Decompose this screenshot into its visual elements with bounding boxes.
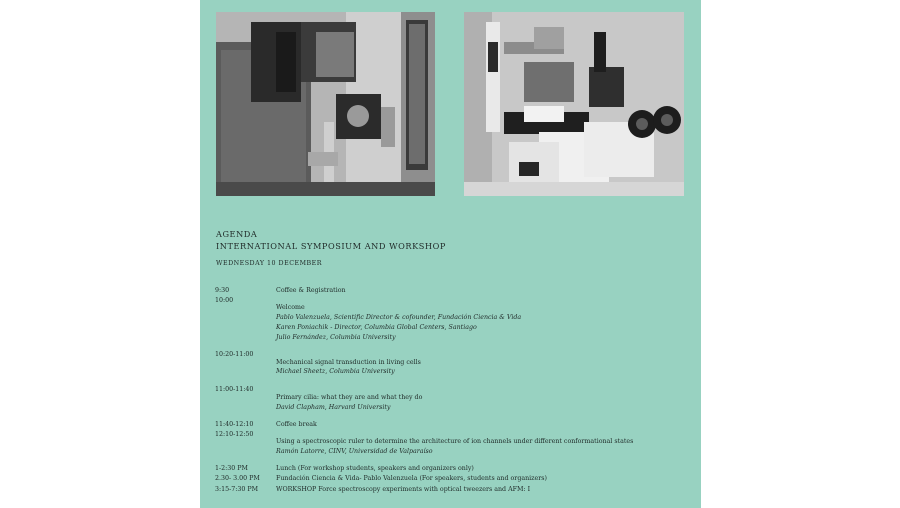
- microscope-photo: [464, 12, 684, 196]
- schedule-time: 9:30: [215, 287, 230, 294]
- speaker: David Clapham, Harvard University: [276, 404, 391, 411]
- speaker: Pablo Valenzuela, Scientific Director & cofounder, Fundación Ciencia & Vida: [276, 314, 522, 321]
- event-date: WEDNESDAY 10 DECEMBER: [216, 260, 323, 267]
- event-title: INTERNATIONAL SYMPOSIUM AND WORKSHOP: [216, 241, 446, 251]
- speaker: Karen Poniachik - Director, Columbia Global Centers, Santiago: [276, 324, 477, 331]
- schedule-time: 10:20-11:00: [215, 351, 254, 358]
- schedule-time: 11:40-12:10: [215, 421, 254, 428]
- schedule-title: Primary cilia: what they are and what they do: [276, 394, 423, 401]
- schedule-title: WORKSHOP Force spectroscopy experiments with optical tweezers and AFM: I: [276, 486, 531, 493]
- agenda-label: AGENDA: [216, 229, 258, 239]
- schedule-time: 10:00: [215, 297, 234, 304]
- schedule-title: Mechanical signal transduction in living cells: [276, 359, 421, 366]
- schedule-title: Using a spectroscopic ruler to determine the architecture of ion channels under different conformational states: [276, 438, 634, 445]
- agenda-page: [200, 0, 701, 508]
- schedule-title: Welcome: [276, 304, 305, 311]
- schedule-time: 2.30- 3.00 PM: [215, 475, 260, 482]
- schedule-time: 12:10-12:50: [215, 431, 254, 438]
- schedule-title: Fundación Ciencia & Vida- Pablo Valenzuela (For speakers, students and organizers): [276, 475, 547, 482]
- schedule-title: Coffee break: [276, 421, 317, 428]
- speaker: Ramón Latorre, CINV, Universidad de Valparaíso: [276, 448, 433, 455]
- schedule-title: Coffee & Registration: [276, 287, 346, 294]
- schedule-time: 11:00-11:40: [215, 386, 254, 393]
- speaker: Julio Fernández, Columbia University: [276, 334, 396, 341]
- schedule-time: 3:15-7:30 PM: [215, 486, 259, 493]
- schedule-title: Lunch (For workshop students, speakers and organizers only): [276, 465, 474, 472]
- lab-apparatus-photo: [216, 12, 435, 196]
- speaker: Michael Sheetz, Columbia University: [276, 368, 395, 375]
- schedule-time: 1-2:30 PM: [215, 465, 248, 472]
